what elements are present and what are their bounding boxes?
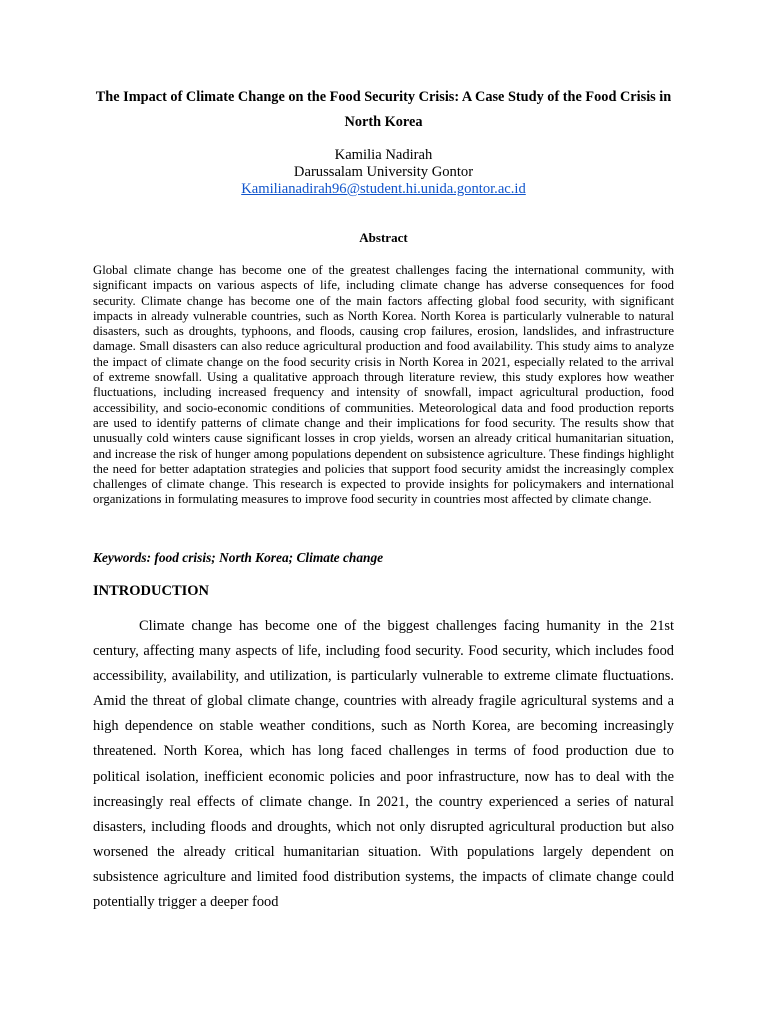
section-heading-introduction: INTRODUCTION bbox=[93, 583, 210, 599]
introduction-paragraph: Climate change has become one of the biggest challenges facing humanity in the 21st century, affecting many aspects of life, including food security. Food security, which includes food accessibility, availability, and utilization, is particularly vulnerable to extreme climate fluctuations. Amid the threat of global climate change, countries with already fragile agricultural systems and a high dependence on stable weather conditions, such as North Korea, are becoming increasingly threatened. North Korea, which has long faced challenges in terms of food production due to political isolation, inefficient economic policies and poor infrastructure, now has to deal with the increasingly real effects of climate change. In 2021, the country experienced a series of natural disasters, including floods and droughts, which not only disrupted agricultural production but also worsened the already critical humanitarian situation. With populations largely dependent on subsistence agriculture and limited food distribution systems, the impacts of climate change could potentially trigger a deeper food bbox=[93, 618, 674, 911]
abstract-heading: Abstract bbox=[359, 230, 408, 245]
abstract-text: Global climate change has become one of the greatest challenges facing the international community, with significant impacts on various aspects of life, including climate change has adverse consequences for food security. Climate change has become one of the main factors affecting global food security, with significant impacts in already vulnerable countries, such as North Korea. North Korea is particularly vulnerable to natural disasters, such as droughts, typhoons, and floods, causing crop failures, erosion, landslides, and infrastructure damage. Small disasters can also reduce agricultural production and food availability. This study aims to analyze the impact of climate change on the food security crisis in North Korea in 2021, especially related to the arrival of extreme snowfall. Using a qualitative approach through literature review, this study explores how weather fluctuations, including increased frequency and intensity of snowfall, impact agricultural production, food accessibility, and socio-economic conditions of communities. Meteorological data and food production reports are used to identify patterns of climate change and their implications for food security. The results show that unusually cold winters cause significant losses in crop yields, worsen an already critical humanitarian situation, and increase the risk of hunger among populations dependent on subsistence agriculture. These findings highlight the need for better adaptation strategies and policies that support food security amidst the increasingly complex challenges of climate change. This research is expected to provide insights for policymakers and international organizations in formulating measures to improve food security in countries most affected by climate change. bbox=[93, 263, 674, 507]
author-email-link[interactable]: Kamilianadirah96@student.hi.unida.gontor.ac.id bbox=[241, 181, 526, 197]
author-block bbox=[93, 147, 674, 198]
author-name: Kamilia Nadirah bbox=[334, 147, 433, 163]
paper-title: The Impact of Climate Change on the Food Security Crisis: A Case Study of the Food Crisis in North Korea bbox=[95, 89, 672, 130]
author-affiliation: Darussalam University Gontor bbox=[293, 164, 474, 180]
keywords: Keywords: food crisis; North Korea; Climate change bbox=[93, 550, 384, 565]
